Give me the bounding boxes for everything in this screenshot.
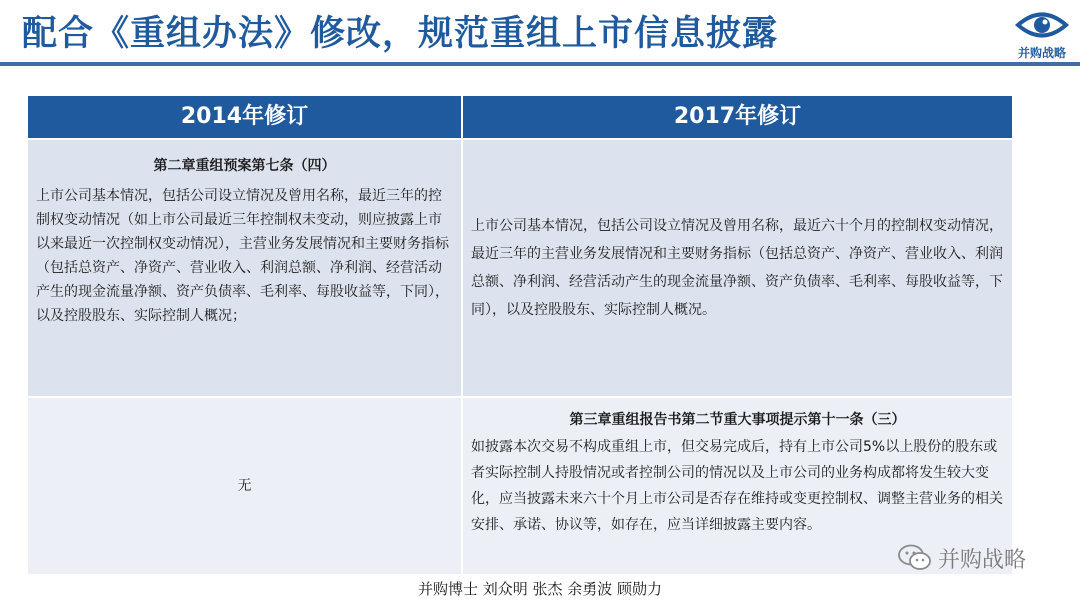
cell-body: 上市公司基本情况，包括公司设立情况及曾用名称，最近三年的控制权变动情况（如上市公司最近三年控制权未变动，则应披露上市以来最近一次控制权变动情况），主营业务发展情况和主要财务指标（包括总资产、净资产、营业收入、利润总额、净利润、经营活动产生的现金流量净额、资产负债率、毛利率、每股收益等，下同），以及控股股东、实际控制人概况； (36, 188, 449, 324)
cell-heading: 第三章重组报告书第二节重大事项提示第十一条（三） (569, 412, 906, 428)
authors-footer: 并购博士 刘众明 张杰 余勇波 顾勋力 (417, 580, 663, 598)
cell-2014-row2 (28, 398, 461, 574)
logo-text: 并购战略 (1017, 46, 1066, 60)
wechat-icon (898, 544, 932, 572)
cell-body: 如披露本次交易不构成重组上市，但交易完成后，持有上市公司5%以上股份的股东或者实际控制人持股情况或者控制公司的情况以及上市公司的业务构成都将发生较大变化，应当披露未来六十个月上市公司是否存在维持或变更控制权、调整主营业务的相关安排、承诺、协议等，如存在，应当详细披露主要内容。 (471, 439, 1003, 533)
column-header-2014: 2014年修订 (28, 96, 461, 138)
title-divider (0, 62, 1080, 66)
table-header-row (28, 96, 1012, 138)
cell-2017-row1 (463, 140, 1012, 396)
brand-logo (1010, 6, 1074, 62)
cell-body: 上市公司基本情况，包括公司设立情况及曾用名称，最近六十个月的控制权变动情况，最近三年的主营业务发展情况和主要财务指标（包括总资产、净资产、营业收入、利润总额、净利润、经营活动产生的现金流量净额、资产负债率、毛利率、每股收益等，下同），以及控股股东、实际控制人概况。 (471, 218, 1003, 318)
cell-2014-row1 (28, 140, 461, 396)
cell-heading: 第二章重组预案第七条（四） (153, 158, 336, 174)
cell-body: 无 (237, 478, 252, 494)
column-header-2017: 2017年修订 (463, 96, 1012, 138)
watermark-text: 并购战略 (938, 547, 1027, 573)
table-row (28, 140, 1012, 396)
eye-logo-icon (1010, 6, 1074, 44)
comparison-table (28, 96, 1012, 574)
page-title: 配合《重组办法》修改，规范重组上市信息披露 (22, 14, 779, 54)
table-row (28, 398, 1012, 574)
watermark (898, 542, 1026, 574)
